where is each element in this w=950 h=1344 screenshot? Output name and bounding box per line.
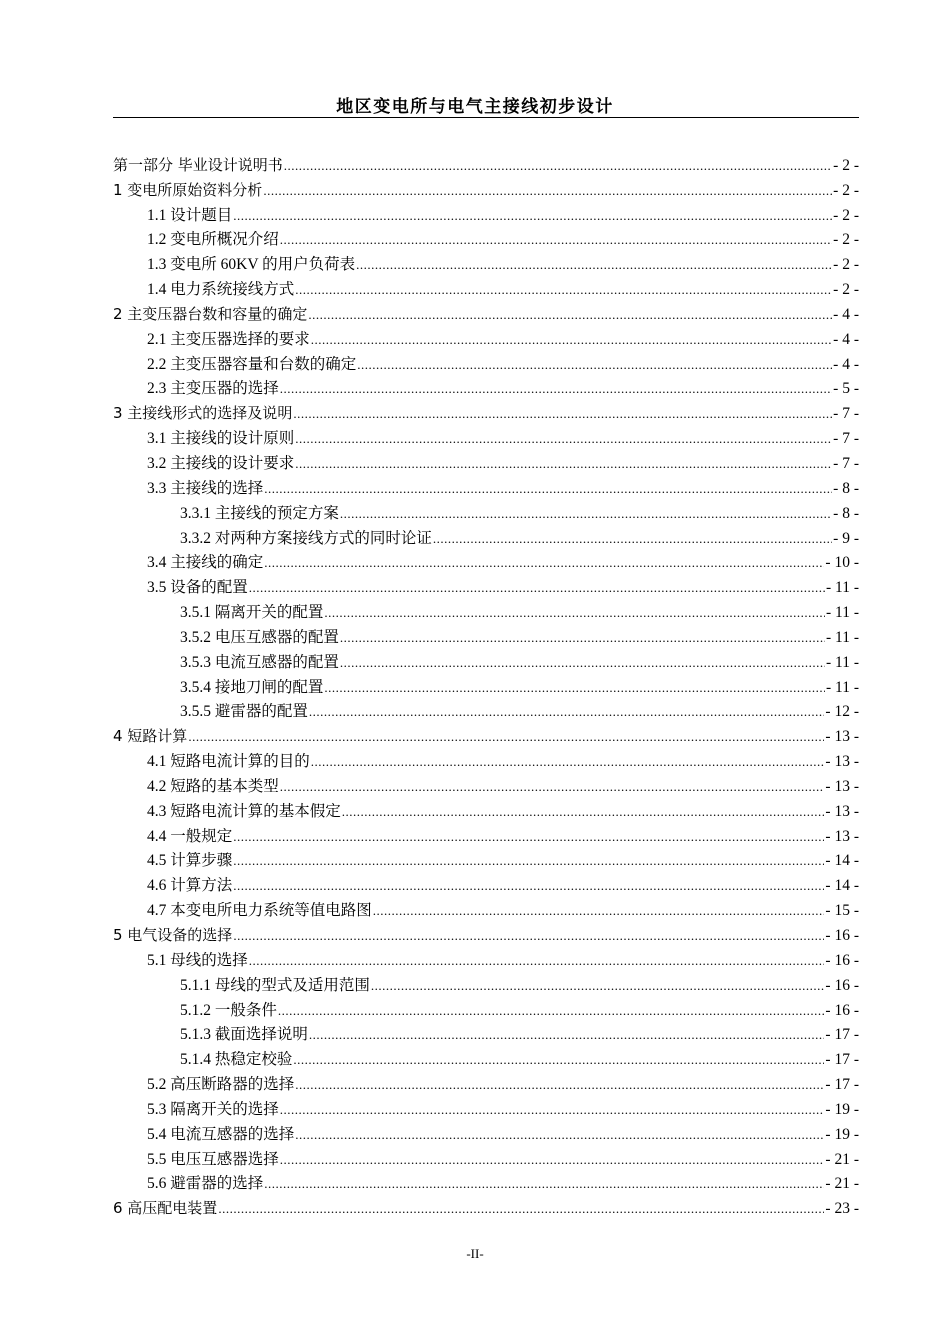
toc-entry[interactable] [113,473,859,498]
toc-entry-title: 第一部分 毕业设计说明书 [113,155,283,174]
toc-entry-title: 3.2 主接线的设计要求 [147,454,295,472]
toc-dot-leader [188,729,824,746]
toc-entry-title: 4.7 本变电所电力系统等值电路图 [147,902,372,920]
toc-entry[interactable] [113,249,859,274]
toc-entry[interactable] [113,1119,859,1144]
toc-dot-leader [263,183,832,200]
toc-dot-leader [264,1176,824,1193]
toc-entry[interactable] [113,846,859,871]
toc-entry[interactable] [113,622,859,647]
toc-entry[interactable] [113,895,859,920]
toc-dot-leader [264,481,832,498]
toc-entry-page: - 15 - [825,902,859,920]
toc-dot-leader [295,1127,824,1144]
toc-entry-page: - 2 - [833,256,859,274]
toc-dot-leader [295,1077,824,1094]
toc-entry-page: - 10 - [825,554,859,572]
toc-entry-page: - 5 - [833,380,859,398]
toc-dot-leader [280,779,825,796]
toc-dot-leader [324,605,825,622]
toc-entry[interactable] [113,1044,859,1069]
toc-entry-title: 4.4 一般规定 [147,827,233,845]
toc-entry-title: 3.5.2 电压互感器的配置 [180,628,339,646]
toc-entry-page: - 7 - [833,405,859,423]
toc-dot-leader [233,928,824,945]
toc-entry-title: 5.6 避雷器的选择 [147,1175,264,1193]
toc-dot-leader [308,307,832,324]
toc-dot-leader [295,456,832,473]
toc-entry[interactable] [113,746,859,771]
toc-entry-title: 4.2 短路的基本类型 [147,777,279,795]
toc-entry-page: - 7 - [833,454,859,472]
toc-entry[interactable] [113,672,859,697]
toc-dot-leader [342,804,825,821]
toc-entry-page: - 16 - [825,927,859,944]
toc-entry-title: 4 短路计算 [113,727,188,746]
toc-entry-title: 2.1 主变压器选择的要求 [147,330,310,348]
toc-entry-title: 3.5.4 接地刀闸的配置 [180,678,324,696]
toc-dot-leader [233,829,824,846]
toc-dot-leader [233,878,824,895]
toc-entry-page: - 16 - [825,976,859,994]
toc-entry-title: 1.3 变电所 60KV 的用户负荷表 [147,256,356,274]
toc-entry-title: 3.5.3 电流互感器的配置 [180,653,339,671]
toc-entry[interactable] [113,175,859,200]
toc-dot-leader [293,1052,824,1069]
toc-dot-leader [295,431,832,448]
toc-entry-title: 5.1.4 热稳定校验 [180,1051,293,1069]
toc-dot-leader [264,555,824,572]
toc-entry-title: 4.1 短路电流计算的目的 [147,753,310,771]
toc-entry-title: 5.1.2 一般条件 [180,1001,277,1019]
toc-entry[interactable] [113,200,859,225]
toc-entry-title: 1.1 设计题目 [147,206,233,224]
toc-entry-title: 3.5.5 避雷器的配置 [180,703,308,721]
toc-dot-leader [311,332,832,349]
toc-entry-page: - 9 - [833,529,859,547]
toc-entry-title: 5.5 电压互感器选择 [147,1150,279,1168]
toc-entry-page: - 4 - [833,305,859,323]
page-header-title: 地区变电所与电气主接线初步设计 [336,97,614,117]
toc-dot-leader [233,853,824,870]
toc-entry[interactable] [113,225,859,250]
toc-entry-title: 5.2 高压断路器的选择 [147,1076,295,1094]
toc-entry[interactable] [113,523,859,548]
toc-dot-leader [311,754,825,771]
toc-entry-page: - 8 - [833,504,859,522]
toc-entry-title: 3.3 主接线的选择 [147,479,264,497]
toc-dot-leader [280,381,832,398]
toc-entry[interactable] [113,274,859,299]
toc-entry-title: 4.6 计算方法 [147,877,233,895]
toc-entry-page: - 14 - [825,852,859,870]
toc-entry-page: - 14 - [825,877,859,895]
toc-entry[interactable] [113,398,859,423]
toc-entry-page: - 8 - [833,479,859,497]
toc-entry[interactable] [113,597,859,622]
toc-entry-title: 2.2 主变压器容量和台数的确定 [147,355,357,373]
toc-entry-page: - 23 - [825,1200,859,1218]
toc-entry[interactable] [113,498,859,523]
toc-entry-title: 3.3.2 对两种方案接线方式的同时论证 [180,529,432,547]
toc-entry-title: 3.5 设备的配置 [147,579,248,597]
toc-entry-title: 5.4 电流互感器的选择 [147,1125,295,1143]
toc-entry-title: 1.4 电力系统接线方式 [147,281,295,299]
toc-entry-page: - 13 - [825,753,859,771]
toc-entry-title: 1 变电所原始资料分析 [113,180,263,199]
toc-entry-page: - 21 - [825,1150,859,1168]
toc-entry[interactable] [113,995,859,1020]
toc-dot-leader [324,680,825,697]
toc-dot-leader [278,1003,825,1020]
toc-dot-leader [340,655,825,672]
toc-entry-title: 2 主变压器台数和容量的确定 [113,304,308,323]
toc-entry[interactable] [113,920,859,945]
toc-entry-title: 5.1.1 母线的型式及适用范围 [180,976,370,994]
toc-entry[interactable] [113,374,859,399]
toc-dot-leader [284,158,832,175]
toc-entry-page: - 19 - [825,1100,859,1118]
toc-entry-page: - 11 - [826,579,859,597]
toc-entry[interactable] [113,548,859,573]
toc-entry-title: 5.3 隔离开关的选择 [147,1100,279,1118]
table-of-contents [113,150,859,1218]
toc-dot-leader [340,506,832,523]
toc-entry[interactable] [113,647,859,672]
toc-entry-title: 2.3 主变压器的选择 [147,380,279,398]
toc-entry-page: - 17 - [825,1076,859,1094]
toc-entry[interactable] [113,970,859,995]
toc-entry[interactable] [113,423,859,448]
toc-entry-title: 5 电气设备的选择 [113,926,233,944]
toc-dot-leader [280,232,832,249]
toc-entry[interactable] [113,1193,859,1218]
toc-entry[interactable] [113,572,859,597]
toc-entry[interactable] [113,448,859,473]
toc-entry-page: - 7 - [833,430,859,448]
toc-entry[interactable] [113,821,859,846]
toc-entry-page: - 12 - [825,703,859,721]
toc-entry[interactable] [113,697,859,722]
toc-entry-page: - 16 - [825,951,859,969]
toc-entry-page: - 4 - [833,355,859,373]
toc-entry-title: 3.3.1 主接线的预定方案 [180,504,339,522]
toc-entry-page: - 13 - [825,827,859,845]
toc-entry-page: - 2 - [833,281,859,299]
toc-entry[interactable] [113,771,859,796]
toc-dot-leader [295,282,832,299]
toc-entry-page: - 13 - [825,777,859,795]
toc-dot-leader [249,953,825,970]
toc-entry[interactable] [113,324,859,349]
toc-entry[interactable] [113,150,859,175]
toc-dot-leader [371,978,825,995]
toc-entry[interactable] [113,870,859,895]
header-rule [113,117,859,118]
toc-entry-page: - 16 - [825,1001,859,1019]
toc-dot-leader [309,1027,825,1044]
toc-entry-page: - 17 - [825,1026,859,1044]
toc-entry[interactable] [113,1144,859,1169]
toc-entry[interactable] [113,1020,859,1045]
toc-dot-leader [433,531,832,548]
toc-dot-leader [356,257,832,274]
toc-entry-page: - 21 - [825,1175,859,1193]
toc-entry-page: - 11 - [826,653,859,671]
toc-entry[interactable] [113,1069,859,1094]
toc-entry-title: 3.5.1 隔离开关的配置 [180,604,324,622]
toc-entry-title: 1.2 变电所概况介绍 [147,231,279,249]
toc-entry-page: - 11 - [826,678,859,696]
toc-entry[interactable] [113,1169,859,1194]
toc-entry[interactable] [113,945,859,970]
toc-entry[interactable] [113,299,859,324]
toc-entry[interactable] [113,349,859,374]
toc-entry-title: 5.1.3 截面选择说明 [180,1026,308,1044]
toc-entry-title: 3 主接线形式的选择及说明 [113,404,293,423]
toc-entry-title: 4.3 短路电流计算的基本假定 [147,802,341,820]
page-number: -II- [466,1246,484,1261]
toc-entry-title: 3.4 主接线的确定 [147,554,264,572]
toc-dot-leader [309,704,825,721]
toc-dot-leader [280,1152,825,1169]
toc-entry-page: - 13 - [825,802,859,820]
toc-entry-page: - 11 - [826,628,859,646]
toc-entry-page: - 2 - [833,206,859,224]
toc-entry-title: 6 高压配电装置 [113,1199,218,1218]
toc-entry[interactable] [113,1094,859,1119]
toc-dot-leader [233,208,832,225]
toc-dot-leader [340,630,825,647]
toc-entry-page: - 19 - [825,1125,859,1143]
toc-dot-leader [280,1102,825,1119]
toc-entry-title: 4.5 计算步骤 [147,852,233,870]
toc-entry-page: - 2 - [833,156,859,174]
toc-entry-page: - 17 - [825,1051,859,1069]
toc-entry-page: - 4 - [833,330,859,348]
toc-entry[interactable] [113,721,859,746]
toc-entry-title: 5.1 母线的选择 [147,951,248,969]
toc-dot-leader [357,357,832,374]
toc-dot-leader [249,580,825,597]
toc-entry-page: - 11 - [826,604,859,622]
toc-dot-leader [293,406,832,423]
toc-entry-page: - 2 - [833,181,859,199]
toc-entry-page: - 13 - [825,728,859,746]
toc-entry[interactable] [113,796,859,821]
toc-dot-leader [373,903,825,920]
toc-dot-leader [218,1201,824,1218]
toc-entry-page: - 2 - [833,231,859,249]
toc-entry-title: 3.1 主接线的设计原则 [147,430,295,448]
